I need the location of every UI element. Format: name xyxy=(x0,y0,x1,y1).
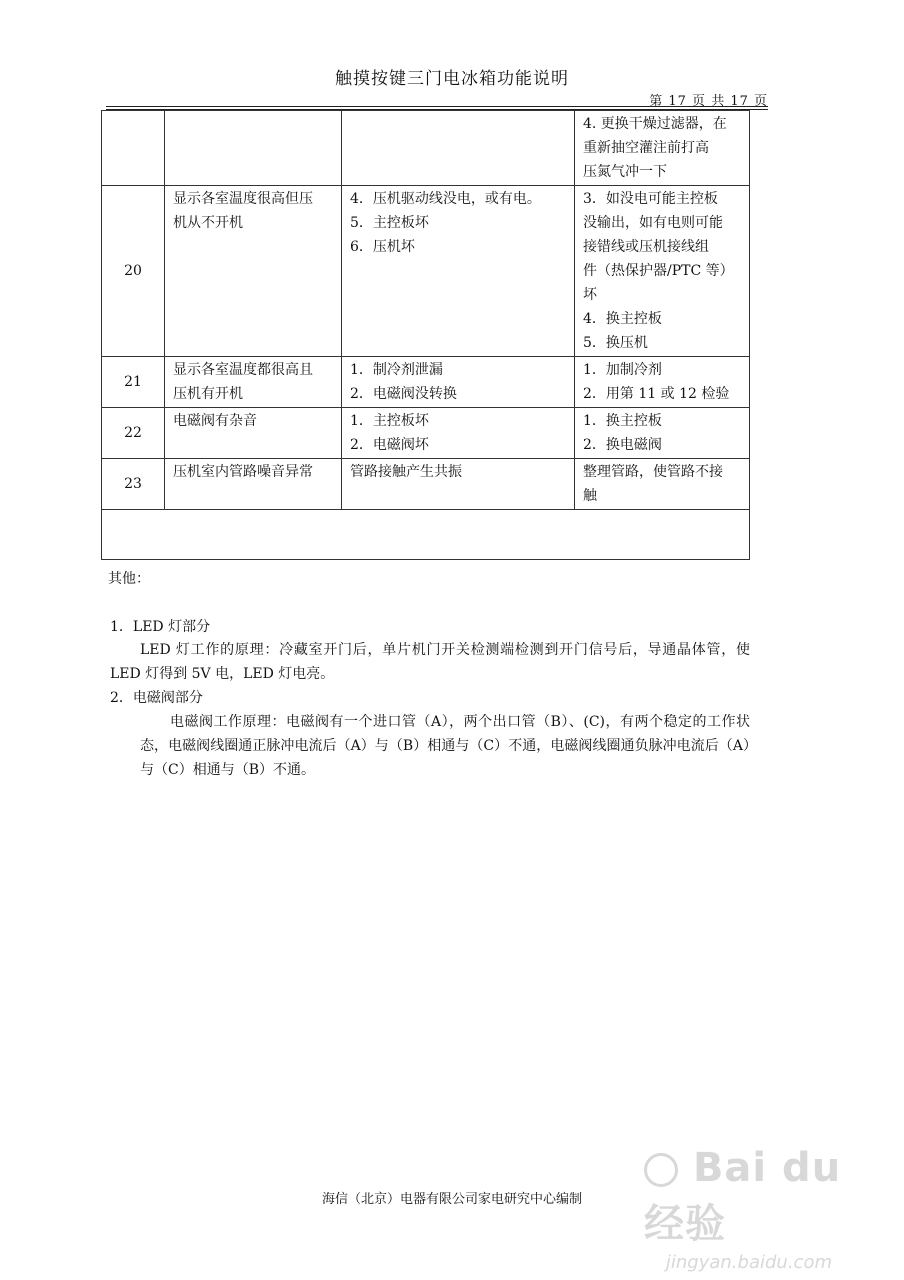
cell-cause xyxy=(342,111,575,186)
cause-line: 2．电磁阀没转换 xyxy=(350,386,457,402)
symptom-line: 电磁阀有杂音 xyxy=(173,413,257,429)
cause-line: 6．压机坏 xyxy=(350,239,415,255)
empty-row xyxy=(102,510,750,560)
symptom-line: 机从不开机 xyxy=(173,215,243,231)
row-number: 22 xyxy=(102,408,165,459)
cell-remedy xyxy=(575,459,750,510)
row-number: 21 xyxy=(102,357,165,408)
paw-icon xyxy=(644,1153,678,1187)
remedy-line: 4．换主控板 xyxy=(583,311,662,327)
table-row xyxy=(102,357,750,408)
section-valve-text xyxy=(140,710,750,782)
section-led-title: 1．LED 灯部分 xyxy=(110,619,211,635)
baidu-watermark xyxy=(644,1140,844,1273)
remedy-line: 压氮气冲一下 xyxy=(583,164,667,180)
cell-symptom xyxy=(165,408,342,459)
header-rule xyxy=(106,106,768,107)
remedy-line: 2．用第 11 或 12 检验 xyxy=(583,386,730,402)
page-number: 第 17 页 共 17 页 xyxy=(649,94,768,109)
watermark-logo-text: Bai du 经验 xyxy=(644,1145,842,1247)
other-label: 其他： xyxy=(108,571,150,587)
cause-line: 1．制冷剂泄漏 xyxy=(350,362,443,378)
row-number: 23 xyxy=(102,459,165,510)
footer-text: 海信（北京）电器有限公司家电研究中心编制 xyxy=(321,1192,582,1207)
remedy-line: 4. 更换干燥过滤器，在 xyxy=(583,116,727,132)
cause-line: 1．主控板坏 xyxy=(350,413,429,429)
table-row xyxy=(102,111,750,186)
cell-remedy xyxy=(575,408,750,459)
cell-cause xyxy=(342,408,575,459)
symptom-line: 显示各室温度很高但压 xyxy=(173,191,313,207)
remedy-line: 接错线或压机接线组 xyxy=(583,239,709,255)
table-row xyxy=(102,186,750,357)
table-row xyxy=(102,408,750,459)
cell-remedy xyxy=(575,357,750,408)
symptom-line: 压机有开机 xyxy=(173,386,243,402)
remedy-line: 3．如没电可能主控板 xyxy=(583,191,718,207)
remedy-line: 重新抽空灌注前打高 xyxy=(583,140,709,156)
remedy-line: 5．换压机 xyxy=(583,335,648,351)
cause-line: 管路接触产生共振 xyxy=(350,464,462,480)
cause-line: 2．电磁阀坏 xyxy=(350,437,429,453)
cell-remedy xyxy=(575,111,750,186)
section-valve-title: 2．电磁阀部分 xyxy=(110,690,203,706)
remedy-line: 没输出，如有电则可能 xyxy=(583,215,723,231)
cell-symptom xyxy=(165,459,342,510)
section-led-text xyxy=(110,638,750,686)
symptom-line: 显示各室温度都很高且 xyxy=(173,362,313,378)
fault-table xyxy=(101,110,750,560)
cause-line: 5．主控板坏 xyxy=(350,215,429,231)
watermark-url: jingyan.baidu.com xyxy=(665,1252,832,1273)
remedy-line: 整理管路，使管路不接 xyxy=(583,464,723,480)
row-number xyxy=(102,111,165,186)
cause-line: 4．压机驱动线没电，或有电。 xyxy=(350,191,541,207)
symptom-line: 压机室内管路噪音异常 xyxy=(173,464,313,480)
watermark-logo xyxy=(644,1140,844,1252)
cell-symptom xyxy=(165,111,342,186)
row-number: 20 xyxy=(102,186,165,357)
table-row xyxy=(102,459,750,510)
remedy-line: 件（热保护器/PTC 等） xyxy=(583,263,734,279)
remedy-line: 触 xyxy=(583,488,597,504)
cell-cause xyxy=(342,459,575,510)
cell-cause xyxy=(342,357,575,408)
cell-remedy xyxy=(575,186,750,357)
remedy-line: 2．换电磁阀 xyxy=(583,437,662,453)
remedy-line: 1．加制冷剂 xyxy=(583,362,662,378)
remedy-line: 坏 xyxy=(583,287,597,303)
cell-cause xyxy=(342,186,575,357)
cell-symptom xyxy=(165,357,342,408)
empty-cell xyxy=(102,510,750,560)
remedy-line: 1．换主控板 xyxy=(583,413,662,429)
cell-symptom xyxy=(165,186,342,357)
document-title: 触摸按键三门电冰箱功能说明 xyxy=(335,69,569,89)
section-led-paragraph: LED 灯工作的原理：冷藏室开门后，单片机门开关检测端检测到开门信号后，导通晶体管，使 LED 灯得到 5V 电，LED 灯电亮。 xyxy=(110,642,750,682)
section-valve-paragraph: 电磁阀工作原理：电磁阀有一个进口管（A），两个出口管（B）、(C)，有两个稳定的工作状态，电磁阀线圈通正脉冲电流后（A）与（B）相通与（C）不通，电磁阀线圈通负脉冲电流后（A）与（C）相通与（B）不通。 xyxy=(140,714,750,778)
